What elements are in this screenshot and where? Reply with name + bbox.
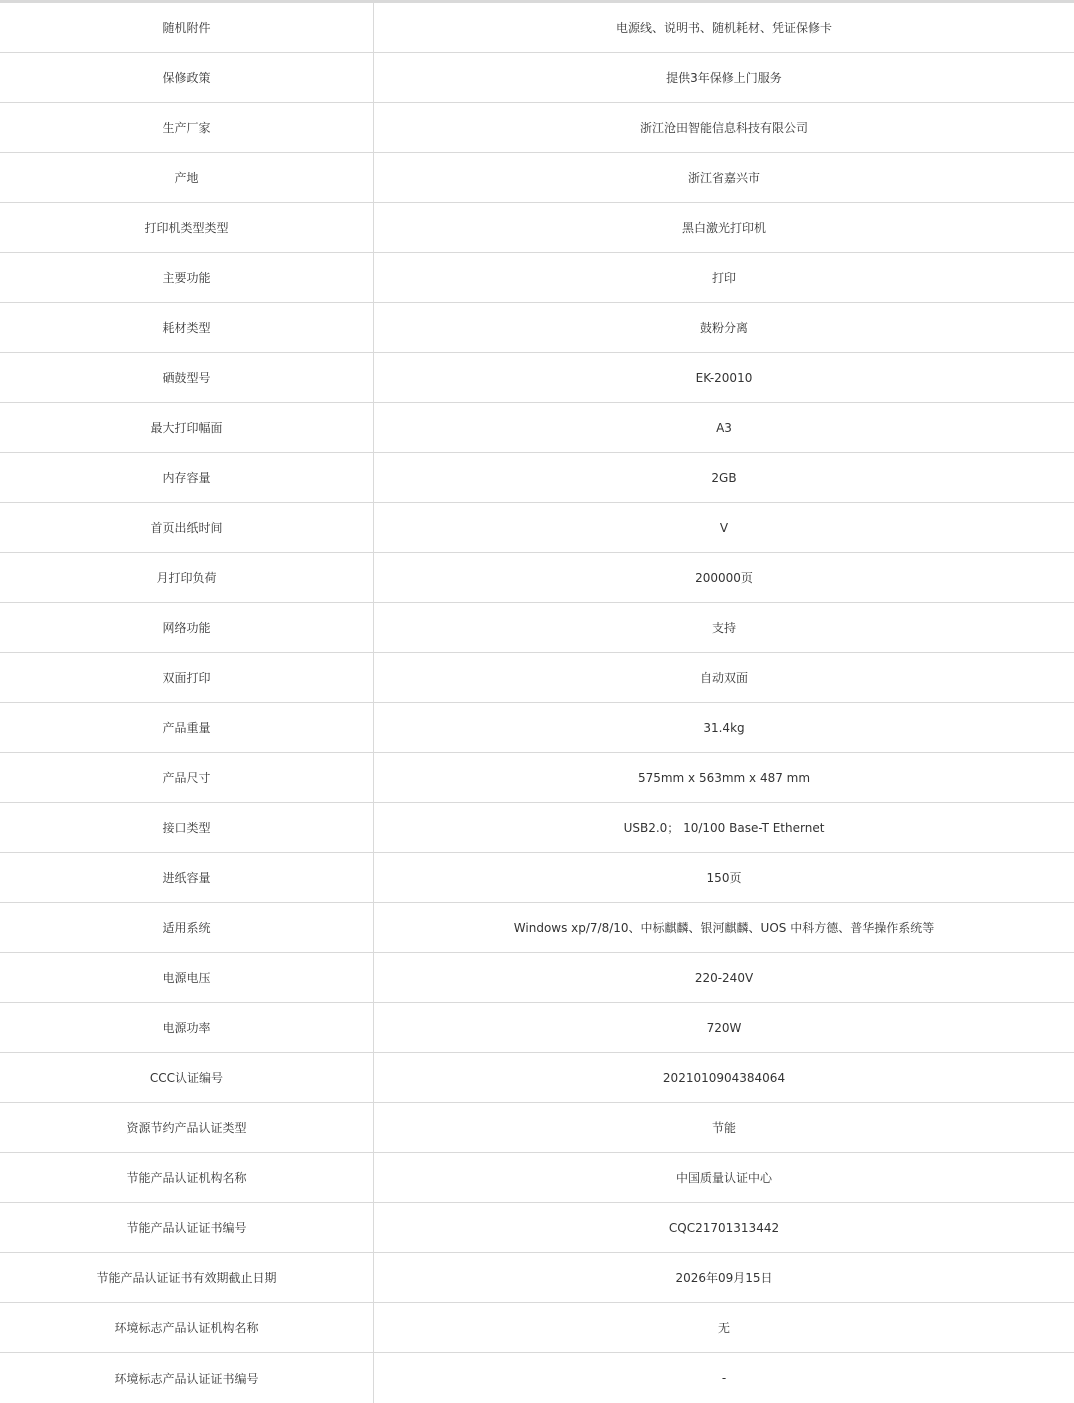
spec-row	[0, 353, 1074, 403]
spec-label: 打印机类型类型	[0, 203, 374, 252]
spec-label: 电源功率	[0, 1003, 374, 1052]
spec-value: 鼓粉分离	[699, 321, 748, 335]
spec-label: 最大打印幅面	[0, 403, 374, 452]
spec-label: 硒鼓型号	[0, 353, 374, 402]
spec-row	[0, 953, 1074, 1003]
spec-row	[0, 1053, 1074, 1103]
spec-value: 浙江省嘉兴市	[687, 171, 760, 185]
spec-value: 中国质量认证中心	[675, 1171, 772, 1185]
spec-value: CQC21701313442	[668, 1220, 780, 1235]
spec-row	[0, 753, 1074, 803]
spec-label: 内存容量	[0, 453, 374, 502]
spec-value: 浙江沧田智能信息科技有限公司	[639, 121, 808, 135]
spec-label: 产品尺寸	[0, 753, 374, 802]
spec-value: 2GB	[711, 470, 737, 485]
spec-label: 环境标志产品认证机构名称	[0, 1303, 374, 1352]
spec-row	[0, 153, 1074, 203]
spec-label: 资源节约产品认证类型	[0, 1103, 374, 1152]
spec-value: -	[721, 1371, 727, 1385]
spec-label: 接口类型	[0, 803, 374, 852]
spec-label: 适用系统	[0, 903, 374, 952]
spec-value: 575mm x 563mm x 487 mm	[637, 770, 811, 785]
spec-value: 黑白激光打印机	[681, 221, 766, 235]
spec-label: CCC认证编号	[0, 1053, 374, 1102]
spec-row	[0, 1253, 1074, 1303]
spec-row	[0, 853, 1074, 903]
spec-value: 31.4kg	[703, 720, 745, 735]
spec-row	[0, 103, 1074, 153]
spec-label: 双面打印	[0, 653, 374, 702]
spec-row	[0, 803, 1074, 853]
spec-label: 进纸容量	[0, 853, 374, 902]
spec-value: 节能	[711, 1121, 736, 1135]
spec-row	[0, 703, 1074, 753]
spec-label: 产品重量	[0, 703, 374, 752]
spec-value: 2021010904384064	[662, 1070, 786, 1085]
spec-value: EK-20010	[695, 370, 753, 385]
spec-row	[0, 503, 1074, 553]
spec-row	[0, 1153, 1074, 1203]
spec-row	[0, 3, 1074, 53]
spec-row	[0, 303, 1074, 353]
spec-value: 自动双面	[699, 671, 748, 685]
spec-row	[0, 553, 1074, 603]
spec-row	[0, 203, 1074, 253]
spec-row	[0, 603, 1074, 653]
spec-label: 网络功能	[0, 603, 374, 652]
spec-value: 150页	[706, 871, 742, 885]
spec-row	[0, 1303, 1074, 1353]
spec-value: USB2.0； 10/100 Base-T Ethernet	[623, 821, 825, 835]
spec-value: 电源线、说明书、随机耗材、凭证保修卡	[615, 21, 832, 35]
spec-label: 电源电压	[0, 953, 374, 1002]
spec-value: 打印	[711, 271, 736, 285]
spec-row	[0, 453, 1074, 503]
spec-row	[0, 1203, 1074, 1253]
spec-row	[0, 1103, 1074, 1153]
spec-row	[0, 1353, 1074, 1403]
spec-value: 220-240V	[694, 970, 754, 985]
spec-label: 保修政策	[0, 53, 374, 102]
spec-value: 支持	[711, 621, 736, 635]
spec-value: A3	[716, 420, 732, 435]
spec-row	[0, 1003, 1074, 1053]
spec-value: Windows xp/7/8/10、中标麒麟、银河麒麟、UOS 中科方德、普华操作系统等	[513, 921, 935, 935]
spec-label: 生产厂家	[0, 103, 374, 152]
spec-label: 节能产品认证证书编号	[0, 1203, 374, 1252]
spec-row	[0, 53, 1074, 103]
spec-label: 节能产品认证机构名称	[0, 1153, 374, 1202]
spec-label: 节能产品认证证书有效期截止日期	[0, 1253, 374, 1302]
spec-row	[0, 653, 1074, 703]
spec-label: 主要功能	[0, 253, 374, 302]
spec-value: 200000页	[695, 571, 753, 585]
spec-value: V	[719, 520, 729, 535]
spec-row	[0, 403, 1074, 453]
spec-label: 月打印负荷	[0, 553, 374, 602]
spec-value: 720W	[706, 1020, 742, 1035]
spec-value: 2026年09月15日	[675, 1271, 773, 1285]
spec-label: 耗材类型	[0, 303, 374, 352]
spec-label: 首页出纸时间	[0, 503, 374, 552]
spec-value: 提供3年保修上门服务	[666, 71, 782, 85]
spec-value: 无	[717, 1321, 730, 1335]
spec-label: 环境标志产品认证证书编号	[0, 1353, 374, 1403]
spec-row	[0, 253, 1074, 303]
spec-row	[0, 903, 1074, 953]
spec-label: 产地	[0, 153, 374, 202]
spec-label: 随机附件	[0, 3, 374, 52]
